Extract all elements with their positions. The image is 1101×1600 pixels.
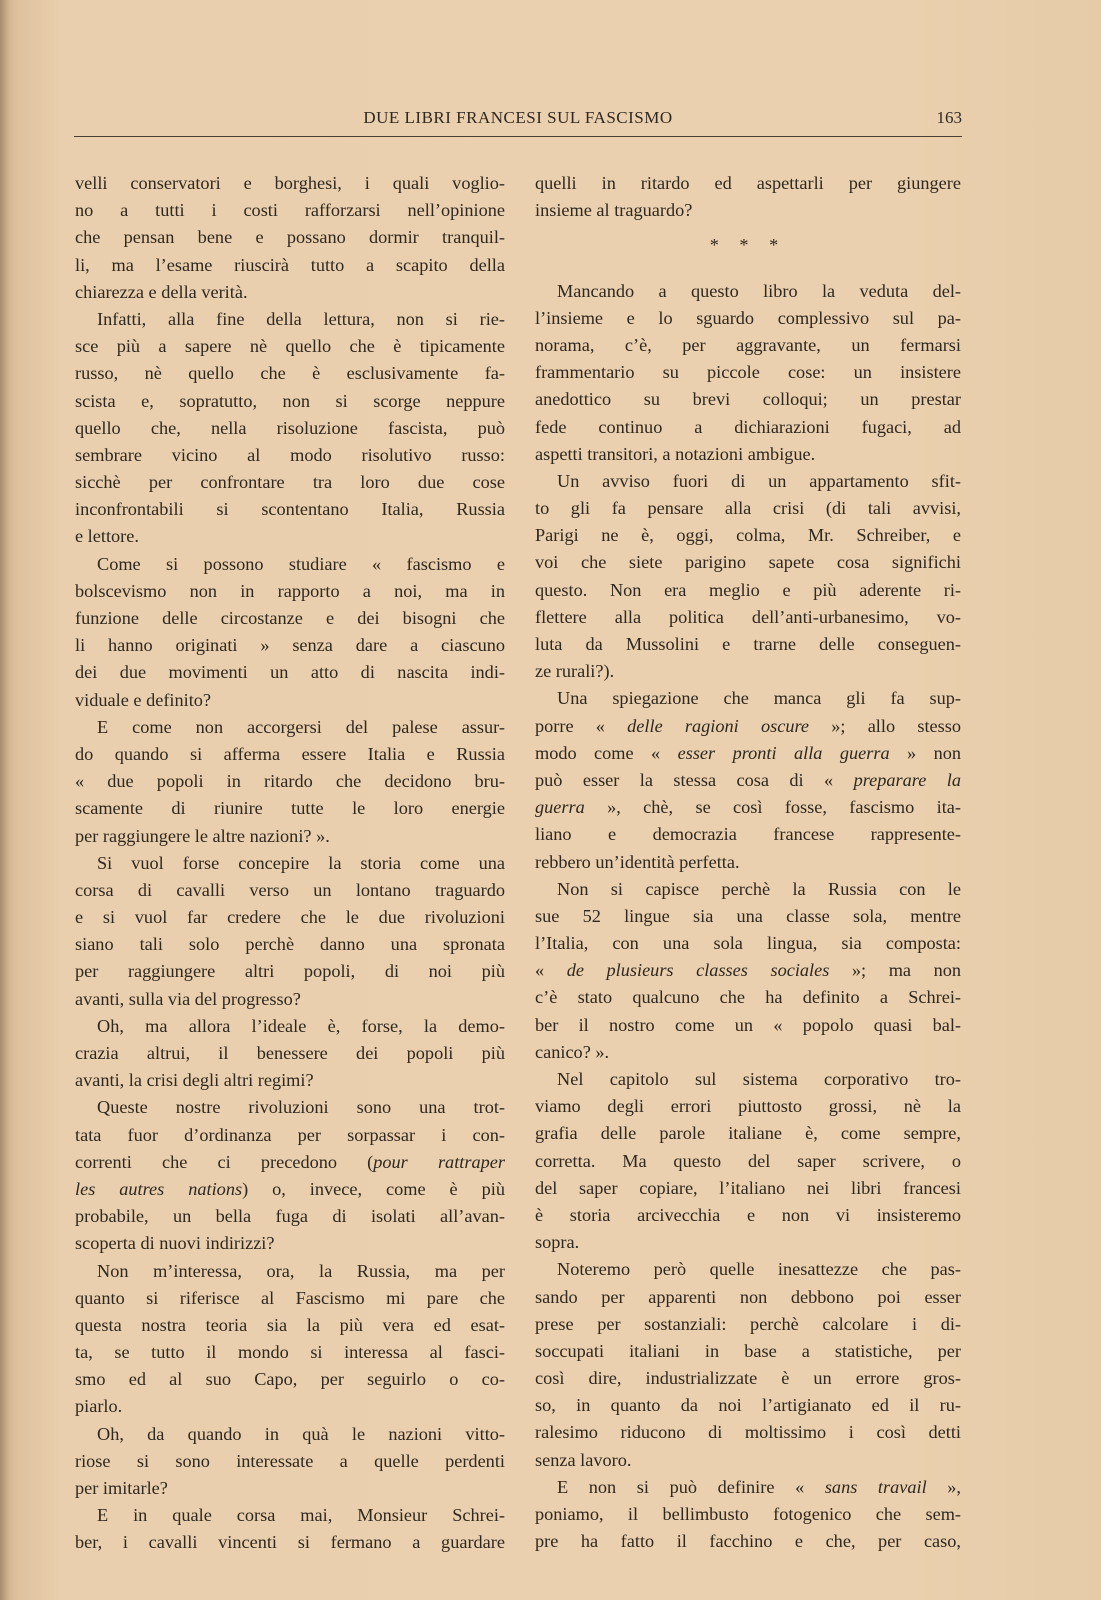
page-edge-shadow	[0, 0, 10, 1600]
text-line-content: chiarezza e della verità.	[75, 281, 248, 302]
text-line	[535, 1311, 961, 1338]
text-line-content: scoperta di nuovi indirizzi?	[75, 1233, 275, 1254]
text-line-content: anedottico su brevi colloqui; un prestar	[535, 389, 961, 410]
text-line	[75, 1203, 505, 1230]
text-line	[75, 958, 505, 985]
text-line-content: smo ed al suo Capo, per seguirlo o co-	[75, 1369, 505, 1390]
text-line	[535, 1066, 961, 1093]
text-line-content: Infatti, alla fine della lettura, non si rie-	[97, 308, 505, 329]
text-line	[75, 1448, 505, 1475]
text-line	[535, 1501, 961, 1528]
text-line-content: E come non accorgersi del palese assur-	[97, 716, 505, 737]
text-line	[535, 1120, 961, 1147]
text-line-content: ze rurali?).	[535, 661, 615, 682]
text-line-content: funzione delle circostanze e dei bisogni che	[75, 608, 505, 628]
text-line	[75, 1366, 505, 1393]
text-line-content: modo come « esser pronti alla guerra » non	[535, 742, 961, 763]
right-text-column	[535, 170, 961, 1555]
text-line-content: Come si possono studiare « fascismo e	[97, 553, 505, 574]
text-line	[535, 1284, 961, 1311]
text-line-content: tata fuor d’ordinanza per sorpassar i con-	[75, 1124, 505, 1145]
text-line	[75, 442, 505, 469]
text-line-content: li, ma l’esame riuscirà tutto a scapito della	[75, 254, 505, 275]
text-line-content: questa nostra teoria sia la più vera ed esat-	[75, 1314, 505, 1335]
text-line	[75, 1475, 505, 1502]
text-line-content: to gli fa pensare alla crisi (di tali avvisi,	[535, 498, 961, 519]
text-line	[75, 1502, 505, 1529]
text-line-content: ralesimo riducono di moltissimo i così detti	[535, 1422, 961, 1443]
text-line-content: piarlo.	[75, 1396, 123, 1417]
text-line	[75, 823, 505, 850]
text-line-content: grafia delle parole italiane è, come sempre,	[535, 1123, 961, 1144]
text-line	[535, 441, 961, 468]
text-line	[535, 876, 961, 903]
text-line	[75, 279, 505, 306]
text-line-content: sembrare vicino al modo risolutivo russo:	[75, 444, 505, 465]
text-line-content: probabile, un bella fuga di isolati all’avan-	[75, 1206, 505, 1227]
text-line-content: so, in quanto da noi l’artigianato ed il ru-	[535, 1395, 961, 1416]
text-line	[535, 386, 961, 413]
text-line	[535, 414, 961, 441]
text-line-content: « de plusieurs classes sociales »; ma non	[535, 960, 961, 981]
text-line-content: scamente di riunire tutte le loro energie	[75, 798, 505, 819]
text-line-content: fede continuo a dichiarazioni fugaci, ad	[535, 416, 961, 437]
text-line	[535, 170, 961, 197]
text-line-content: velli conservatori e borghesi, i quali voglio-	[75, 173, 505, 193]
text-line	[535, 522, 961, 549]
text-line	[535, 359, 961, 386]
text-line	[75, 795, 505, 822]
text-line-content: « due popoli in ritardo che decidono bru-	[75, 771, 505, 792]
text-line-content: per raggiungere le altre nazioni? ».	[75, 825, 330, 846]
text-line-content: sando per apparenti non debbono poi esser	[535, 1286, 961, 1307]
text-line	[75, 741, 505, 768]
text-line	[75, 1393, 505, 1420]
text-line	[535, 495, 961, 522]
text-line-content: ta, se tutto il mondo si interessa al fasci-	[75, 1342, 505, 1363]
text-line-content: può esser la stessa cosa di « preparare la	[535, 769, 961, 790]
text-line-content: porre « delle ragioni oscure »; allo stesso	[535, 715, 962, 736]
text-line	[535, 332, 961, 359]
text-line	[75, 1149, 505, 1176]
text-line	[535, 604, 961, 631]
text-line	[75, 170, 505, 197]
text-line	[535, 1229, 961, 1256]
text-line	[75, 360, 505, 387]
text-line-content: questo. Non era meglio e più aderente ri-	[535, 579, 961, 600]
text-line-content: les autres nations) o, invece, come è più	[75, 1178, 505, 1199]
text-line-content: voi che siete parigino sapete cosa significhi	[535, 552, 961, 573]
text-line-content: guerra », chè, se così fosse, fascismo ita-	[535, 797, 961, 818]
text-line-content: flettere alla politica dell’anti-urbanesimo, vo-	[535, 606, 961, 627]
text-line-content: riose si sono interessate a quelle perdenti	[75, 1450, 505, 1471]
text-line-content: e lettore.	[75, 526, 139, 547]
text-line	[535, 1148, 961, 1175]
text-line	[75, 877, 505, 904]
text-line	[75, 1176, 505, 1203]
text-line	[535, 903, 961, 930]
text-line-content: Oh, da quando in quà le nazioni vitto-	[97, 1423, 505, 1444]
text-line	[75, 1094, 505, 1121]
text-line-content: sicchè per confrontare tra loro due cose	[75, 472, 505, 493]
text-line	[75, 1258, 505, 1285]
text-line-content: do quando si afferma essere Italia e Russia	[75, 743, 505, 764]
text-line-content: norama, c’è, per aggravante, un fermarsi	[535, 334, 961, 355]
text-line-content: viduale e definito?	[75, 689, 212, 710]
text-line-content: l’insieme e lo sguardo complessivo sul pa-	[535, 307, 961, 328]
text-line	[75, 469, 505, 496]
text-line	[535, 197, 961, 224]
text-line	[535, 1039, 961, 1066]
text-line-content: così dire, industrializzate è un errore gros-	[535, 1368, 961, 1389]
text-line	[535, 468, 961, 495]
text-line-content: per imitarle?	[75, 1478, 168, 1498]
text-line	[535, 1474, 961, 1501]
text-line	[535, 577, 961, 604]
text-line	[535, 930, 961, 957]
text-line-content: inconfrontabili si scontentano Italia, Russia	[75, 499, 505, 520]
text-line	[535, 1012, 961, 1039]
page-header	[74, 104, 962, 134]
text-line	[75, 388, 505, 415]
text-line-content: sce più a sapere nè quello che è tipicamente	[75, 336, 505, 357]
text-line	[535, 1392, 961, 1419]
text-line-content: quanto si riferisce al Fascismo mi pare che	[75, 1287, 505, 1308]
text-line-content: che pensan bene e possano dormir tranquil-	[75, 227, 505, 248]
text-line-content: aspetti transitori, a notazioni ambigue.	[535, 443, 816, 464]
text-line-content: li hanno originati » senza dare a ciascuno	[75, 635, 505, 656]
text-line-content: poniamo, il bellimbusto fotogenico che sem-	[535, 1504, 961, 1524]
text-line	[75, 1529, 505, 1556]
text-line	[535, 1093, 961, 1120]
text-line-content: crazia altrui, il benessere dei popoli più	[75, 1043, 505, 1063]
text-line	[75, 551, 505, 578]
text-line	[75, 904, 505, 931]
text-line	[535, 767, 961, 794]
text-line	[535, 849, 961, 876]
text-line	[535, 1365, 961, 1392]
text-line-content: E non si può definire « sans travail »,	[557, 1476, 962, 1497]
text-line-content: corsa di cavalli verso un lontano traguardo	[75, 879, 505, 900]
text-line-content: Oh, ma allora l’ideale è, forse, la demo-	[97, 1015, 505, 1036]
text-line	[535, 984, 961, 1011]
text-line	[75, 659, 505, 686]
text-line-content: Nel capitolo sul sistema corporativo tro-	[557, 1069, 961, 1089]
text-line-content: pre ha fatto il facchino e che, per caso,	[535, 1531, 961, 1552]
text-line	[75, 578, 505, 605]
text-line-content: luta da Mussolini e trarne delle conseguen-	[535, 634, 961, 654]
text-line	[75, 931, 505, 958]
text-line-content: Queste nostre rivoluzioni sono una trot-	[97, 1097, 505, 1118]
text-line	[75, 605, 505, 632]
text-line	[75, 768, 505, 795]
text-line	[75, 1122, 505, 1149]
text-line	[535, 278, 961, 305]
text-line-content: Un avviso fuori di un appartamento sfit-	[557, 470, 961, 491]
text-line-content: rebbero un’identità perfetta.	[535, 851, 740, 872]
text-line-content: c’è stato qualcuno che ha definito a Schrei-	[535, 987, 961, 1008]
text-line	[75, 415, 505, 442]
text-line	[75, 986, 505, 1013]
text-line	[75, 306, 505, 333]
text-line	[535, 631, 961, 658]
section-separator	[535, 232, 961, 259]
text-line	[535, 1256, 961, 1283]
text-line	[535, 957, 961, 984]
text-line	[75, 1285, 505, 1312]
text-line-content: e si vuol far credere che le due rivoluzioni	[75, 907, 505, 928]
text-line	[75, 523, 505, 550]
text-line-content: viamo degli errori piuttosto grossi, nè la	[535, 1096, 961, 1117]
text-line-content: corretta. Ma questo del saper scrivere, o	[535, 1150, 961, 1171]
text-line	[535, 740, 961, 767]
text-line-content: sopra.	[535, 1232, 580, 1253]
text-line-content: prese per sostanziali: perchè calcolare i di-	[535, 1313, 961, 1334]
spacer	[535, 260, 961, 278]
text-line	[75, 632, 505, 659]
text-line	[535, 821, 961, 848]
text-line-content: sue 52 lingue sia una classe sola, mentre	[535, 905, 961, 926]
text-line-content: senza lavoro.	[535, 1449, 632, 1470]
text-line	[535, 305, 961, 332]
text-line	[75, 1013, 505, 1040]
text-line	[535, 1419, 961, 1446]
text-line-content: dei due movimenti un atto di nascita indi-	[75, 662, 505, 683]
text-line-content: Non m’interessa, ora, la Russia, ma per	[97, 1260, 505, 1281]
text-line	[75, 197, 505, 224]
text-line	[535, 658, 961, 685]
text-line	[75, 333, 505, 360]
text-line-content: avanti, la crisi degli altri regimi?	[75, 1070, 314, 1091]
text-line-content: ber il nostro come un « popolo quasi bal-	[535, 1014, 961, 1035]
text-line-content: quello che, nella risoluzione fascista, può	[75, 417, 505, 438]
text-line-content: frammentario su piccole cose: un insistere	[535, 362, 961, 383]
text-line-content: Si vuol forse concepire la storia come una	[97, 852, 505, 873]
text-line-content: Mancando a questo libro la veduta del-	[557, 280, 961, 301]
text-line-content: liano e democrazia francese rappresente-	[535, 824, 961, 845]
text-line-content: è storia arcivecchia e non vi insisteremo	[535, 1204, 961, 1225]
text-line	[535, 1202, 961, 1229]
text-line	[535, 1338, 961, 1365]
text-line	[75, 1067, 505, 1094]
page-number: 163	[936, 108, 962, 127]
text-line	[75, 224, 505, 251]
text-line	[75, 1040, 505, 1067]
text-line	[535, 1528, 961, 1555]
text-line	[535, 794, 961, 821]
text-line-content: l’Italia, con una sola lingua, sia composta:	[535, 933, 961, 954]
text-line-content: ber, i cavalli vincenti si fermano a guardare	[75, 1532, 505, 1553]
text-line-content: correnti che ci precedono (pour rattraper	[75, 1151, 505, 1172]
text-line-content: per raggiungere altri popoli, di noi più	[75, 961, 505, 982]
text-line-content: Noteremo però quelle inesattezze che pas-	[557, 1259, 961, 1280]
text-line-content: Non si capisce perchè la Russia con le	[557, 878, 961, 899]
running-title: DUE LIBRI FRANCESI SUL FASCISMO	[363, 108, 673, 127]
text-line-content: Una spiegazione che manca gli fa sup-	[557, 688, 961, 709]
text-line	[535, 1175, 961, 1202]
text-line	[75, 1339, 505, 1366]
text-line	[535, 713, 961, 740]
text-line	[75, 496, 505, 523]
text-line-content: no a tutti i costi rafforzarsi nell’opinione	[75, 200, 505, 221]
text-line-content: E in quale corsa mai, Monsieur Schrei-	[97, 1505, 505, 1526]
text-line	[535, 685, 961, 712]
text-line	[75, 1421, 505, 1448]
text-line-content: avanti, sulla via del progresso?	[75, 988, 301, 1009]
text-line-content: del saper copiare, l’italiano nei libri francesi	[535, 1177, 961, 1198]
text-line-content: bolscevismo non in rapporto a noi, ma in	[75, 580, 505, 601]
text-line	[75, 850, 505, 877]
text-line-content: russo, nè quello che è esclusivamente fa-	[75, 363, 505, 384]
text-line	[75, 687, 505, 714]
text-line-content: * * *	[709, 235, 787, 256]
text-line-content: quelli in ritardo ed aspettarli per giungere	[535, 173, 961, 193]
text-line-content: Parigi ne è, oggi, colma, Mr. Schreiber, e	[535, 525, 961, 546]
header-rule	[74, 136, 962, 137]
text-line-content: siano tali solo perchè danno una spronata	[75, 934, 505, 955]
left-text-column	[75, 170, 505, 1557]
text-line-content: canico? ».	[535, 1041, 610, 1062]
text-line	[535, 549, 961, 576]
text-line	[75, 1230, 505, 1257]
text-line	[535, 1447, 961, 1474]
text-line	[75, 252, 505, 279]
text-line-content: insieme al traguardo?	[535, 200, 693, 221]
text-line-content: soccupati italiani in base a statistiche, per	[535, 1340, 961, 1361]
text-line-content: scista e, sopratutto, non si scorge neppure	[75, 390, 505, 411]
text-line	[75, 1312, 505, 1339]
spacer	[535, 224, 961, 232]
text-line	[75, 714, 505, 741]
